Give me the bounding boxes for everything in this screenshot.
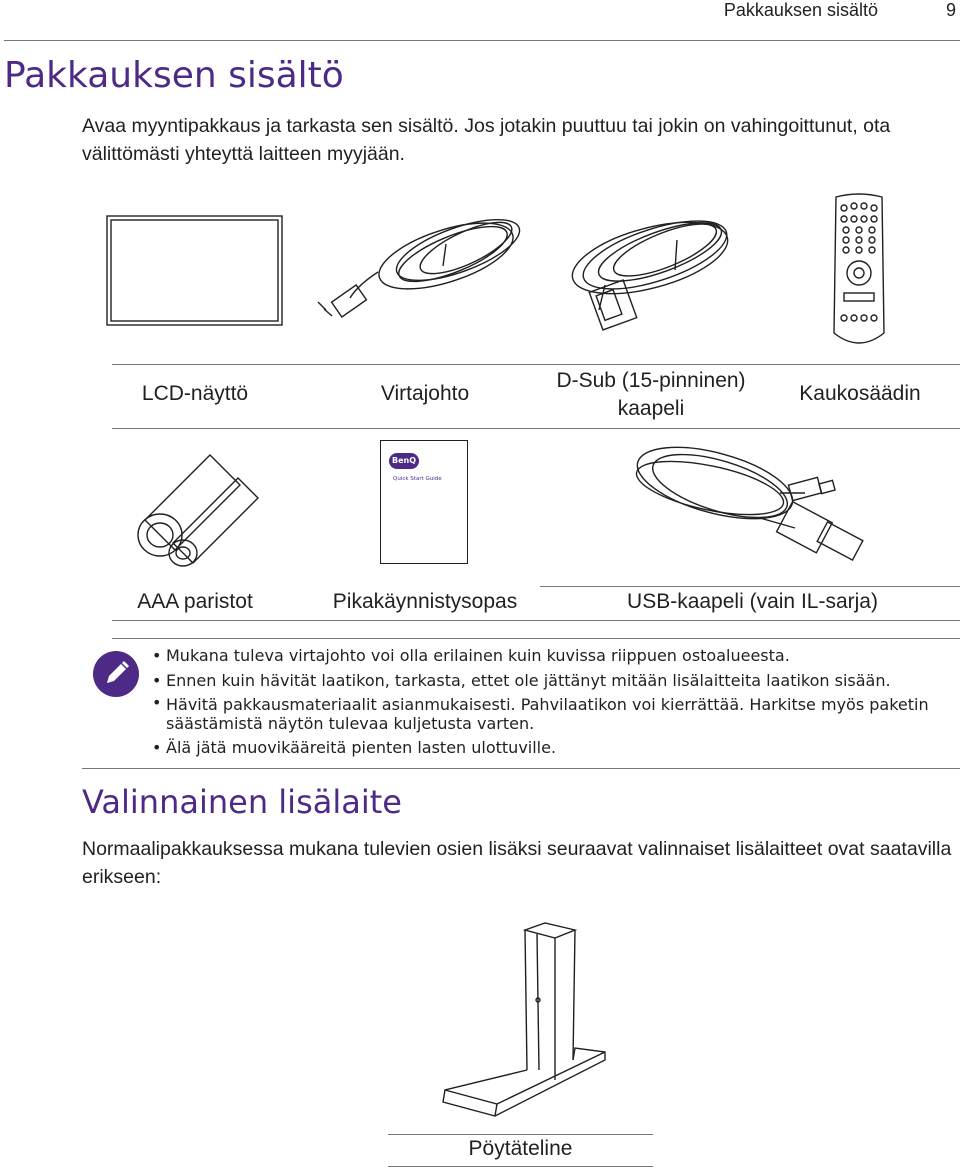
label-batteries: AAA paristot xyxy=(137,590,253,613)
page-number: 9 xyxy=(945,0,956,20)
label-lcd: LCD-näyttö xyxy=(141,382,249,405)
row1-top-rule xyxy=(112,364,960,365)
header-rule xyxy=(4,40,960,41)
notes-bottom-rule xyxy=(82,768,960,769)
row2-top-rule xyxy=(540,586,960,587)
label-remote: Kaukosäädin xyxy=(799,382,921,405)
optional-heading: Valinnainen lisälaite xyxy=(82,783,402,821)
lcd-display-illustration xyxy=(106,215,284,327)
stand-top-rule xyxy=(388,1134,653,1135)
optional-text: Normaalipakkauksessa mukana tulevien osien lisäksi seuraavat valinnaiset lisälaitteet ovat saatavilla erikseen: xyxy=(82,838,952,888)
notes-top-rule xyxy=(112,638,960,639)
intro-text: Avaa myyntipakkaus ja tarkasta sen sisältö. Jos jotakin puuttuu tai jokin on vahingoittunut, ota välittömästi yhteyttä laitteen myyjään. xyxy=(82,115,891,165)
label-dsub-line2: kaapeli xyxy=(617,397,685,420)
note-item: • Ennen kuin hävität laatikon, tarkasta, ettet ole jättänyt mitään lisälaitteita laatikon sisään. xyxy=(152,669,952,694)
page-title: Pakkauksen sisältö xyxy=(4,55,344,96)
note-item: • Älä jätä muovikääreitä pienten lasten ulottuville. xyxy=(152,736,952,761)
dsub-cable-illustration xyxy=(565,210,740,335)
notes-list xyxy=(152,644,952,761)
benq-logo: BenQ xyxy=(389,453,419,469)
stand-bottom-rule xyxy=(388,1166,653,1167)
running-header-section: Pakkauksen sisältö xyxy=(723,0,878,20)
remote-control-illustration xyxy=(830,193,888,348)
note-item: • Mukana tuleva virtajohto voi olla erilainen kuin kuvissa riippuen ostoalueesta. xyxy=(152,644,952,669)
label-dsub-line1: D-Sub (15-pinninen) xyxy=(556,369,746,392)
label-desk-stand: Pöytäteline xyxy=(468,1137,573,1160)
label-power-cord: Virtajohto xyxy=(380,382,470,405)
label-quick-start: Pikakäynnistysopas xyxy=(332,590,518,613)
desk-stand-illustration xyxy=(435,920,610,1120)
note-item: • Hävitä pakkausmateriaalit asianmukaisesti. Pahvilaatikon voi kierrättää. Harkitse myös paketin säästämistä näytön tulevaa kuljetusta varten. xyxy=(152,693,952,736)
row2-bottom-rule xyxy=(112,620,960,621)
quick-start-guide-illustration xyxy=(380,440,468,564)
power-cord-illustration xyxy=(318,210,533,330)
usb-cable-illustration xyxy=(630,438,870,568)
row1-bottom-rule xyxy=(112,428,960,429)
aaa-batteries-illustration xyxy=(125,445,270,565)
guide-cover-caption: Quick Start Guide xyxy=(393,476,442,482)
note-pencil-icon xyxy=(92,650,140,698)
label-usb-cable: USB-kaapeli (vain IL-sarja) xyxy=(627,590,878,613)
